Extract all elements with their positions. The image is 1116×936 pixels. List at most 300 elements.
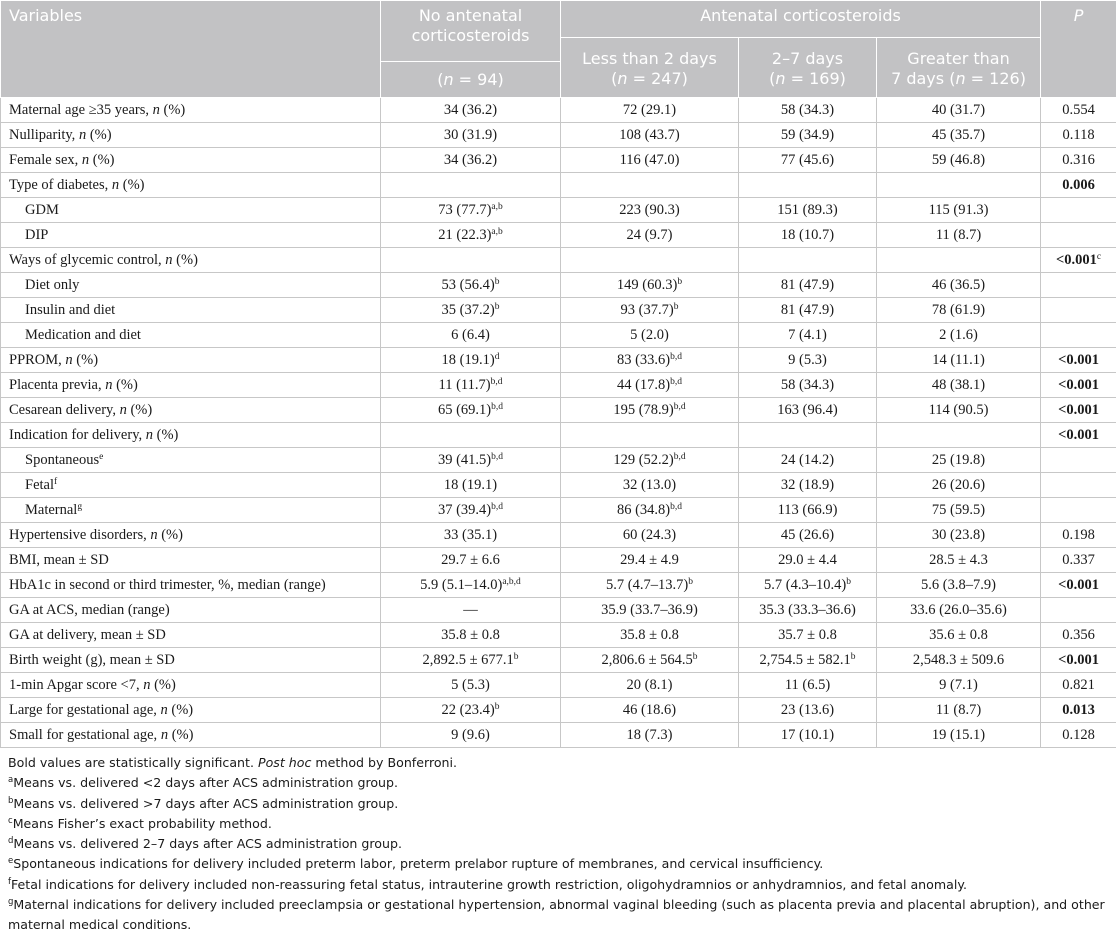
row-label (1, 348, 381, 373)
cell-d27-value: 17 (10.1) (781, 727, 834, 743)
cell-no-sup: a,b (491, 202, 502, 212)
cell-p-value: 0.118 (1062, 127, 1094, 143)
cell-gt7 (877, 648, 1041, 673)
cell-lt2 (561, 298, 739, 323)
cell-lt2-value: 72 (29.1) (623, 102, 676, 118)
cell-no-value: 11 (11.7) (439, 377, 491, 393)
cell-p-value: <0.001 (1058, 377, 1099, 393)
table-row (1, 573, 1116, 598)
row-label (1, 648, 381, 673)
cell-lt2 (561, 673, 739, 698)
cell-lt2-value: 129 (52.2) (613, 452, 673, 468)
cell-d27 (739, 198, 877, 223)
cell-d27-value: 5.7 (4.3–10.4) (764, 577, 846, 593)
cell-lt2-sup: b (674, 302, 679, 312)
cell-p (1041, 248, 1116, 273)
cell-no (381, 698, 561, 723)
cell-no-value: 53 (56.4) (442, 277, 495, 293)
footnote-b (8, 794, 1112, 814)
cell-no-sup: b,d (491, 452, 503, 462)
cell-p (1041, 423, 1116, 448)
cell-d27 (739, 523, 877, 548)
cell-p (1041, 298, 1116, 323)
cell-lt2-sup: b,d (674, 402, 686, 412)
footnote-d-text: Means vs. delivered 2–7 days after ACS administration group. (13, 836, 402, 851)
cell-lt2 (561, 423, 739, 448)
cell-gt7 (877, 623, 1041, 648)
cell-lt2-value: 35.8 ± 0.8 (620, 627, 679, 643)
header-lt2-line1: Less than 2 days (561, 49, 738, 69)
cell-no (381, 423, 561, 448)
cell-no (381, 198, 561, 223)
cell-lt2-sup: b,d (674, 452, 686, 462)
footnote-b-mark: b (8, 796, 13, 806)
row-label (1, 123, 381, 148)
footnote-f-text: Fetal indications for delivery included non-reassuring fetal status, intrauterine growth restriction, oligohydramnios or anhydramnios, and fetal anomaly. (11, 877, 967, 892)
cell-gt7-value: 25 (19.8) (932, 452, 985, 468)
table-row (1, 498, 1116, 523)
cell-p-value: <0.001 (1058, 402, 1099, 418)
cell-gt7 (877, 173, 1041, 198)
cell-d27-value: 29.0 ± 4.4 (778, 552, 837, 568)
cell-p-value: <0.001 (1058, 577, 1099, 593)
cell-no-sup: b,d (491, 377, 503, 387)
cell-d27-sup: b (846, 577, 851, 587)
cell-p (1041, 348, 1116, 373)
table-row (1, 398, 1116, 423)
footnote-a (8, 773, 1112, 793)
table-row (1, 723, 1116, 748)
table-row (1, 273, 1116, 298)
cell-no-sup: b (495, 277, 500, 287)
table-row (1, 673, 1116, 698)
cell-no-value: 34 (36.2) (444, 102, 497, 118)
cell-gt7 (877, 348, 1041, 373)
row-label-text: Diet only (25, 277, 79, 293)
cell-no-value: 30 (31.9) (444, 127, 497, 143)
cell-d27-value: 81 (47.9) (781, 277, 834, 293)
header-d27 (739, 38, 877, 98)
cell-no-value: 18 (19.1) (444, 477, 497, 493)
row-label-text: Indication for delivery, n (%) (9, 427, 178, 443)
footnote-d (8, 834, 1112, 854)
row-label (1, 373, 381, 398)
cell-lt2-value: 5 (2.0) (630, 327, 669, 343)
row-label (1, 473, 381, 498)
cell-no (381, 673, 561, 698)
cell-d27-value: 81 (47.9) (781, 302, 834, 318)
cell-lt2-sup: b (688, 577, 693, 587)
cell-d27-sup: b (851, 652, 856, 662)
cell-d27-value: 58 (34.3) (781, 377, 834, 393)
table-row (1, 323, 1116, 348)
cell-no (381, 548, 561, 573)
cell-d27 (739, 123, 877, 148)
cell-d27 (739, 473, 877, 498)
header-gt7-line1: Greater than (877, 49, 1040, 69)
cell-lt2 (561, 273, 739, 298)
row-label-text: Ways of glycemic control, n (%) (9, 252, 198, 268)
table-row (1, 448, 1116, 473)
cell-no-sup: b (514, 652, 519, 662)
cell-gt7-value: 46 (36.5) (932, 277, 985, 293)
cell-d27-value: 23 (13.6) (781, 702, 834, 718)
row-label-text: Hypertensive disorders, n (%) (9, 527, 183, 543)
cell-gt7 (877, 573, 1041, 598)
cell-lt2 (561, 373, 739, 398)
cell-no (381, 573, 561, 598)
row-label-text: Placenta previa, n (%) (9, 377, 138, 393)
cell-gt7 (877, 448, 1041, 473)
footnote-e-mark: e (8, 856, 13, 866)
row-label (1, 448, 381, 473)
row-label-text: GA at ACS, median (range) (9, 602, 170, 618)
table-row (1, 423, 1116, 448)
cell-d27 (739, 423, 877, 448)
footnote-g (8, 895, 1112, 936)
cell-gt7 (877, 598, 1041, 623)
cell-gt7 (877, 198, 1041, 223)
row-label (1, 323, 381, 348)
cell-p (1041, 573, 1116, 598)
row-label-text: Female sex, n (%) (9, 152, 115, 168)
header-gt7-line2: 7 days (n = 126) (877, 69, 1040, 89)
row-label (1, 398, 381, 423)
cell-p-value: 0.198 (1062, 527, 1095, 543)
cell-gt7-value: 5.6 (3.8–7.9) (921, 577, 996, 593)
cell-d27-value: 24 (14.2) (781, 452, 834, 468)
table-row (1, 173, 1116, 198)
header-no-acs-line2: corticosteroids (381, 26, 560, 46)
cell-lt2-sup: b,d (670, 502, 682, 512)
table-row (1, 198, 1116, 223)
cell-gt7-value: 75 (59.5) (932, 502, 985, 518)
cell-lt2 (561, 573, 739, 598)
header-no-acs-n: (n = 94) (381, 62, 561, 98)
cell-lt2-value: 44 (17.8) (617, 377, 670, 393)
table-header (1, 1, 1116, 98)
cell-lt2 (561, 723, 739, 748)
cell-no (381, 173, 561, 198)
cell-no-value: 35 (37.2) (442, 302, 495, 318)
footnote-f-mark: f (8, 877, 11, 887)
cell-gt7-value: 9 (7.1) (939, 677, 978, 693)
cell-gt7-value: 2,548.3 ± 509.6 (913, 652, 1004, 668)
cell-no (381, 598, 561, 623)
cell-p-value: 0.554 (1062, 102, 1095, 118)
cell-no (381, 148, 561, 173)
cell-p (1041, 598, 1116, 623)
cell-d27-value: 151 (89.3) (777, 202, 837, 218)
row-label (1, 698, 381, 723)
cell-d27 (739, 398, 877, 423)
cell-no-value: 73 (77.7) (438, 202, 491, 218)
cell-gt7-value: 26 (20.6) (932, 477, 985, 493)
cell-d27 (739, 623, 877, 648)
row-label-text: Maternal (25, 502, 77, 518)
row-label-text: Cesarean delivery, n (%) (9, 402, 152, 418)
row-label (1, 173, 381, 198)
row-label (1, 248, 381, 273)
cell-p (1041, 723, 1116, 748)
cell-no (381, 223, 561, 248)
cell-p-value: <0.001 (1058, 427, 1099, 443)
header-no-acs (381, 1, 561, 62)
footnote-c-mark: c (8, 816, 13, 826)
cell-lt2 (561, 123, 739, 148)
row-label (1, 148, 381, 173)
header-d27-line1: 2–7 days (739, 49, 876, 69)
cell-no-sup: b (495, 702, 500, 712)
cell-lt2 (561, 498, 739, 523)
cell-gt7 (877, 123, 1041, 148)
row-label-text: Nulliparity, n (%) (9, 127, 112, 143)
row-label-text: PPROM, n (%) (9, 352, 98, 368)
cell-p (1041, 323, 1116, 348)
row-label (1, 298, 381, 323)
row-label (1, 223, 381, 248)
cell-p (1041, 648, 1116, 673)
cell-d27 (739, 323, 877, 348)
cell-d27-value: 58 (34.3) (781, 102, 834, 118)
cell-lt2-value: 93 (37.7) (621, 302, 674, 318)
cell-p (1041, 198, 1116, 223)
cell-no (381, 448, 561, 473)
cell-d27-value: 59 (34.9) (781, 127, 834, 143)
footnote-bold-text: Bold values are statistically significant. (8, 755, 258, 770)
cell-gt7 (877, 523, 1041, 548)
row-label-text: Type of diabetes, n (%) (9, 177, 145, 193)
cell-lt2-value: 60 (24.3) (623, 527, 676, 543)
row-label-text: HbA1c in second or third trimester, %, median (range) (9, 577, 326, 593)
cell-d27 (739, 348, 877, 373)
cell-gt7-value: 30 (23.8) (932, 527, 985, 543)
cell-p (1041, 148, 1116, 173)
cell-lt2-value: 20 (8.1) (627, 677, 673, 693)
cell-p-value: 0.337 (1062, 552, 1095, 568)
row-label-sup: f (54, 477, 57, 487)
cell-no-sup: b (495, 302, 500, 312)
cell-no (381, 248, 561, 273)
cell-d27 (739, 673, 877, 698)
cell-lt2-sup: b (677, 277, 682, 287)
row-label-text: Medication and diet (25, 327, 141, 343)
cell-p-value: <0.001 (1058, 652, 1099, 668)
cell-gt7 (877, 148, 1041, 173)
cell-p (1041, 373, 1116, 398)
cell-p-value: <0.001 (1058, 352, 1099, 368)
cell-gt7 (877, 498, 1041, 523)
cell-lt2-value: 108 (43.7) (619, 127, 679, 143)
cell-d27-value: 163 (96.4) (777, 402, 837, 418)
cell-lt2-sup: b (693, 652, 698, 662)
cell-lt2 (561, 523, 739, 548)
header-acs-group: Antenatal corticosteroids (561, 1, 1041, 38)
table-row (1, 648, 1116, 673)
footnote-bonferroni: method by Bonferroni. (311, 755, 457, 770)
table-row (1, 223, 1116, 248)
cell-d27-value: 77 (45.6) (781, 152, 834, 168)
cell-d27 (739, 598, 877, 623)
cell-d27 (739, 698, 877, 723)
row-label (1, 198, 381, 223)
footnote-c (8, 814, 1112, 834)
row-label (1, 98, 381, 123)
header-gt7 (877, 38, 1041, 98)
cell-no-value: 39 (41.5) (438, 452, 491, 468)
cell-p-value: 0.356 (1062, 627, 1095, 643)
cell-lt2 (561, 173, 739, 198)
footnote-posthoc: Post hoc (258, 755, 311, 770)
row-label-text: Small for gestational age, n (%) (9, 727, 193, 743)
table-row (1, 473, 1116, 498)
cell-d27 (739, 498, 877, 523)
row-label-text: Large for gestational age, n (%) (9, 702, 193, 718)
footnote-e-text: Spontaneous indications for delivery included preterm labor, preterm prelabor rupture of membranes, and cervical insufficiency. (13, 856, 823, 871)
cell-lt2-value: 86 (34.8) (617, 502, 670, 518)
cell-p (1041, 448, 1116, 473)
cell-lt2 (561, 598, 739, 623)
cell-gt7 (877, 298, 1041, 323)
footnote-c-text: Means Fisher’s exact probability method. (13, 816, 272, 831)
footnote-g-text: Maternal indications for delivery included preeclampsia or gestational hypertension, abnormal vaginal bleeding (such as placenta previa and placental abruption), and other maternal medical conditions. (8, 897, 1105, 932)
row-label (1, 498, 381, 523)
table-body (1, 98, 1116, 748)
cell-d27 (739, 248, 877, 273)
cell-gt7-value: 11 (8.7) (936, 702, 981, 718)
cell-lt2 (561, 473, 739, 498)
cell-gt7-value: 28.5 ± 4.3 (929, 552, 988, 568)
row-label-text: DIP (25, 227, 48, 243)
cell-lt2-value: 18 (7.3) (627, 727, 673, 743)
cell-no (381, 648, 561, 673)
cell-lt2 (561, 223, 739, 248)
cell-lt2 (561, 648, 739, 673)
cell-d27-value: 18 (10.7) (781, 227, 834, 243)
table-row (1, 98, 1116, 123)
cell-no-value: 65 (69.1) (438, 402, 491, 418)
cell-no-value: 22 (23.4) (442, 702, 495, 718)
cell-no-sup: b,d (491, 502, 503, 512)
cell-p (1041, 623, 1116, 648)
table-row (1, 148, 1116, 173)
cell-d27 (739, 148, 877, 173)
cell-p (1041, 98, 1116, 123)
row-label-text: Birth weight (g), mean ± SD (9, 652, 175, 668)
cell-d27-value: 35.3 (33.3–36.6) (759, 602, 856, 618)
header-p: P (1041, 1, 1116, 98)
cell-gt7 (877, 223, 1041, 248)
cell-gt7 (877, 673, 1041, 698)
cell-gt7-value: 14 (11.1) (932, 352, 985, 368)
cell-gt7-value: 33.6 (26.0–35.6) (910, 602, 1007, 618)
cell-no (381, 723, 561, 748)
cell-no-value: 5.9 (5.1–14.0) (420, 577, 502, 593)
cell-no-sup: b,d (491, 402, 503, 412)
cell-no-sup: a,b,d (502, 577, 520, 587)
header-lt2-n: (n = 247) (561, 69, 738, 89)
row-label (1, 573, 381, 598)
cell-no-value: 9 (9.6) (451, 727, 490, 743)
cell-d27-value: 45 (26.6) (781, 527, 834, 543)
cell-no-value: 37 (39.4) (438, 502, 491, 518)
cell-d27 (739, 548, 877, 573)
table-row (1, 348, 1116, 373)
cell-gt7-value: 19 (15.1) (932, 727, 985, 743)
cell-lt2-value: 5.7 (4.7–13.7) (606, 577, 688, 593)
cell-no (381, 523, 561, 548)
table-row (1, 623, 1116, 648)
table-row (1, 298, 1116, 323)
cell-no-sup: d (495, 352, 500, 362)
footnote-bold (8, 753, 1112, 773)
row-label (1, 623, 381, 648)
cell-d27-value: 32 (18.9) (781, 477, 834, 493)
cell-gt7 (877, 698, 1041, 723)
cell-d27-value: 113 (66.9) (778, 502, 838, 518)
cell-p (1041, 273, 1116, 298)
footnotes (8, 753, 1112, 936)
cell-p (1041, 523, 1116, 548)
footnote-g-mark: g (8, 897, 13, 907)
cell-no-value: 2,892.5 ± 677.1 (422, 652, 513, 668)
cell-no (381, 123, 561, 148)
row-label-text: Spontaneous (25, 452, 99, 468)
cell-lt2-value: 29.4 ± 4.9 (620, 552, 679, 568)
cell-lt2-value: 149 (60.3) (617, 277, 677, 293)
cell-lt2-value: 35.9 (33.7–36.9) (601, 602, 698, 618)
cell-gt7 (877, 98, 1041, 123)
table-row (1, 248, 1116, 273)
footnote-a-mark: a (8, 775, 13, 785)
cell-gt7 (877, 473, 1041, 498)
cell-p (1041, 398, 1116, 423)
row-label (1, 598, 381, 623)
cell-p (1041, 498, 1116, 523)
cell-gt7-value: 45 (35.7) (932, 127, 985, 143)
cell-no-sup: a,b (491, 227, 502, 237)
cell-d27-value: 11 (6.5) (785, 677, 830, 693)
cell-lt2-value: 24 (9.7) (627, 227, 673, 243)
cell-no-value: 35.8 ± 0.8 (441, 627, 500, 643)
row-label-text: Insulin and diet (25, 302, 115, 318)
cell-lt2-value: 46 (18.6) (623, 702, 676, 718)
cell-d27-value: 2,754.5 ± 582.1 (759, 652, 850, 668)
cell-d27 (739, 648, 877, 673)
cell-lt2 (561, 548, 739, 573)
cell-gt7 (877, 423, 1041, 448)
cell-d27 (739, 223, 877, 248)
row-label (1, 273, 381, 298)
cell-lt2 (561, 348, 739, 373)
table-row (1, 523, 1116, 548)
cell-lt2-sup: b,d (670, 352, 682, 362)
cell-lt2-value: 195 (78.9) (613, 402, 673, 418)
header-variables: Variables (1, 1, 381, 98)
cell-p-value: 0.128 (1062, 727, 1095, 743)
table-row (1, 548, 1116, 573)
row-label (1, 723, 381, 748)
cell-p-value: 0.013 (1062, 702, 1095, 718)
cell-no-value: 29.7 ± 6.6 (441, 552, 500, 568)
header-no-acs-line1: No antenatal (381, 6, 560, 26)
footnote-d-mark: d (8, 836, 13, 846)
cell-no-value: 18 (19.1) (442, 352, 495, 368)
cell-lt2 (561, 148, 739, 173)
cell-gt7 (877, 248, 1041, 273)
cell-no (381, 348, 561, 373)
row-label-text: 1-min Apgar score <7, n (%) (9, 677, 176, 693)
